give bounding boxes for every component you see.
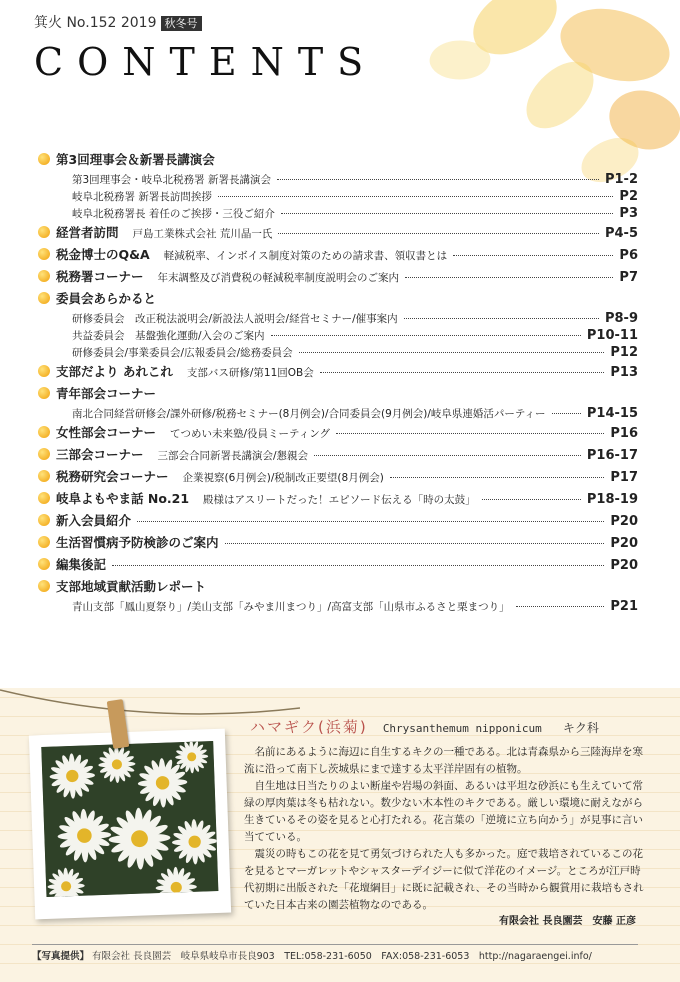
dot-leader — [314, 455, 581, 456]
dot-leader — [277, 179, 599, 180]
toc-item-text: 岐阜北税務署 新署長訪問挨拶 — [72, 191, 212, 203]
toc-section-header[interactable] — [38, 362, 638, 384]
toc-item-text: 共益委員会 基盤強化運動/入会のご案内 — [72, 330, 265, 342]
toc-section-title: 岐阜よもやま話 No.21 — [56, 491, 190, 506]
bullet-icon — [38, 365, 50, 377]
toc-page-number: P18-19 — [586, 492, 638, 507]
toc-page-number: P2 — [619, 189, 638, 204]
toc-section-title: 経営者訪問 — [56, 225, 119, 240]
toc-section-header[interactable] — [38, 267, 638, 289]
toc-section-title: 青年部会コーナー — [56, 386, 157, 401]
toc-section — [38, 150, 638, 223]
toc-section — [38, 245, 638, 267]
dot-leader — [390, 477, 605, 478]
toc-page-number: P10-11 — [586, 328, 638, 343]
bullet-icon — [38, 248, 50, 260]
toc-page-number: P3 — [619, 206, 638, 221]
toc-item[interactable] — [38, 206, 638, 223]
issue-label — [34, 12, 202, 32]
toc-page-number: P14-15 — [586, 406, 638, 421]
dot-leader — [112, 565, 604, 566]
toc-section-header[interactable] — [38, 445, 638, 467]
bullet-icon — [38, 387, 50, 399]
toc-section-subtitle: 支部バス研修/第11回OB会 — [186, 367, 314, 379]
toc-section-header[interactable] — [38, 245, 638, 267]
dot-leader — [482, 499, 581, 500]
toc-section-subtitle: 戸島工業株式会社 荒川晶一氏 — [132, 228, 273, 240]
toc-section — [38, 423, 638, 445]
toc-section-subtitle: 年末調整及び消費税の軽減税率制度説明会のご案内 — [157, 272, 400, 284]
toc-section — [38, 289, 638, 362]
toc-section — [38, 267, 638, 289]
plant-paragraph: 自生地は日当たりのよい断崖や岩場の斜面、あるいは平坦な砂浜にも生えていて常緑の厚肉葉は冬も枯れない。数少ない木本性のキクである。厳しい環境に耐えながら生きているその姿を見ると心打たれる。花言葉の「逆境に立ち向かう」が見事に言い当てている。 — [244, 780, 643, 843]
toc-item[interactable] — [38, 189, 638, 206]
toc-item-text: 第3回理事会・岐阜北税務署 新署長講演会 — [72, 174, 272, 186]
dot-leader — [281, 213, 614, 214]
dot-leader — [336, 433, 604, 434]
plant-photo-frame — [29, 729, 231, 920]
dot-leader — [516, 606, 605, 607]
toc-page-number: P13 — [610, 365, 638, 380]
dot-leader — [405, 277, 613, 278]
toc-item[interactable] — [38, 599, 638, 616]
page-title: CONTENTS — [34, 40, 378, 84]
toc-item-text: 岐阜北税務署長 着任のご挨拶・三役ご紹介 — [72, 208, 275, 220]
dot-leader — [552, 413, 581, 414]
toc-item[interactable] — [38, 406, 638, 423]
toc-item-text: 研修委員会/事業委員会/広報委員会/総務委員会 — [72, 347, 293, 359]
toc-section — [38, 489, 638, 511]
photo-credit-text: 有限会社 長良園芸 岐阜県岐阜市長良903 TEL:058-231-6050 FAX:058-231-6053 http://nagaraengei.info/ — [92, 951, 592, 962]
dot-leader — [137, 521, 604, 522]
plant-author: 有限会社 長良園芸 安藤 正彦 — [499, 916, 636, 927]
bullet-icon — [38, 448, 50, 460]
toc-section — [38, 511, 638, 533]
toc-section-header[interactable] — [38, 467, 638, 489]
bullet-icon — [38, 558, 50, 570]
toc-section — [38, 555, 638, 577]
toc-section-title: 生活習慣病予防検診のご案内 — [56, 535, 219, 550]
bullet-icon — [38, 226, 50, 238]
toc-section-header[interactable] — [38, 533, 638, 555]
plant-name-latin: Chrysanthemum nipponicum — [382, 722, 542, 735]
toc-item[interactable] — [38, 172, 638, 189]
toc-item-text: 南北合同経営研修会/課外研修/税務セミナー(8月例会)/合同委員会(9月例会)/岐阜県連婚活パーティー — [72, 408, 546, 420]
toc-page-number: P16-17 — [586, 448, 638, 463]
footer-divider — [32, 944, 638, 945]
toc-section-title: 委員会あらかると — [56, 291, 157, 306]
toc-section — [38, 467, 638, 489]
toc-section — [38, 445, 638, 467]
toc-section-subtitle: 企業視察(6月例会)/税制改正要望(8月例会) — [182, 472, 384, 484]
bullet-icon — [38, 514, 50, 526]
toc-section-title: 女性部会コーナー — [56, 425, 157, 440]
bullet-icon — [38, 426, 50, 438]
toc-section-header[interactable] — [38, 511, 638, 533]
bullet-icon — [38, 536, 50, 548]
toc-section-title: 支部だより あれこれ — [56, 364, 173, 379]
bullet-icon — [38, 470, 50, 482]
toc-page-number: P20 — [610, 514, 638, 529]
toc-item-text: 青山支部「鳳山夏祭り」/美山支部「みやま川まつり」/高富支部「山県市ふるさと栗まつり」 — [72, 601, 510, 613]
toc-page-number: P16 — [610, 426, 638, 441]
toc-page-number: P20 — [610, 558, 638, 573]
chrysanthemum-photo — [41, 741, 218, 897]
plant-family: キク科 — [562, 721, 599, 735]
dot-leader — [218, 196, 614, 197]
toc-section-title: 税務署コーナー — [56, 269, 144, 284]
photo-credit-label: 【写真提供】 — [32, 951, 90, 962]
toc-section-header[interactable] — [38, 289, 638, 311]
toc-section-title: 三部会コーナー — [56, 447, 144, 462]
dot-leader — [453, 255, 613, 256]
toc-section-subtitle: 殿様はアスリートだった！エピソード伝える「時の太鼓」 — [203, 494, 476, 506]
toc-section-header[interactable] — [38, 489, 638, 511]
toc-page-number: P4-5 — [604, 226, 638, 241]
toc-page-number: P12 — [610, 345, 638, 360]
toc-section-title: 税務研究会コーナー — [56, 469, 169, 484]
dot-leader — [320, 372, 605, 373]
bullet-icon — [38, 492, 50, 504]
issue-number: 箕火 No.152 2019 — [34, 15, 157, 31]
toc-page-number: P8-9 — [604, 311, 638, 326]
toc-page-number: P20 — [610, 536, 638, 551]
plant-name-ja: ハマギク(浜菊) — [250, 718, 368, 736]
toc-section-subtitle: てつめい未来塾/役員ミーティング — [170, 428, 331, 440]
dot-leader — [404, 318, 599, 319]
toc-section — [38, 223, 638, 245]
toc-section-subtitle: 三部会合同新署長講演会/懇親会 — [157, 450, 309, 462]
toc-section — [38, 577, 638, 616]
toc-section-title: 税金博士のQ&A — [56, 247, 150, 262]
toc-section-header[interactable] — [38, 555, 638, 577]
bullet-icon — [38, 292, 50, 304]
bullet-icon — [38, 580, 50, 592]
toc-section-title: 新入会員紹介 — [56, 513, 132, 528]
bullet-icon — [38, 270, 50, 282]
toc-item[interactable] — [38, 328, 638, 345]
toc-section-title: 支部地域貢献活動レポート — [56, 579, 207, 594]
toc-section-header[interactable] — [38, 150, 638, 172]
toc-page-number: P7 — [619, 270, 638, 285]
toc-section-title: 編集後記 — [56, 557, 107, 572]
toc-page-number: P21 — [610, 599, 638, 614]
plant-paragraph: 震災の時もこの花を見て勇気づけられた人も多かった。庭で栽培されているこの花を見るとマーガレットやシャスターデイジーに似て洋花のイメージ。ところが江戸時代初期に出版された「花壇綱目」に既に記載され、その当時から観賞用に栽培もされていた日本古来の園芸植物なのである。 — [244, 848, 644, 911]
toc-section-header[interactable] — [38, 577, 638, 599]
season-badge: 秋冬号 — [161, 16, 202, 31]
toc-page-number: P6 — [619, 248, 638, 263]
toc-section-header[interactable] — [38, 223, 638, 245]
plant-heading — [250, 716, 599, 737]
toc-item[interactable] — [38, 311, 638, 328]
toc-section-subtitle: 軽減税率、インボイス制度対策のための請求書、領収書とは — [163, 250, 448, 262]
toc-item[interactable] — [38, 345, 638, 362]
toc-page-number: P1-2 — [604, 172, 638, 187]
plant-paragraph: 名前にあるように海辺に自生するキクの一種である。北は青森県から三陸海岸を寒流に沿って南下し茨城県にまで達する太平洋岸固有の植物。 — [244, 746, 643, 775]
bullet-icon — [38, 153, 50, 165]
photo-credit — [32, 948, 592, 962]
dot-leader — [299, 352, 605, 353]
dot-leader — [225, 543, 605, 544]
dot-leader — [278, 233, 599, 234]
toc-section — [38, 384, 638, 423]
dot-leader — [271, 335, 581, 336]
toc-section-header[interactable] — [38, 384, 638, 406]
plant-description — [244, 744, 644, 914]
toc-item-text: 研修委員会 改正税法説明会/新設法人説明会/経営セミナー/催事案内 — [72, 313, 398, 325]
toc-section — [38, 362, 638, 384]
toc-section-title: 第3回理事会＆新署長講演会 — [56, 152, 215, 167]
toc-section-header[interactable] — [38, 423, 638, 445]
toc-section — [38, 533, 638, 555]
toc-page-number: P17 — [610, 470, 638, 485]
table-of-contents — [38, 150, 638, 616]
